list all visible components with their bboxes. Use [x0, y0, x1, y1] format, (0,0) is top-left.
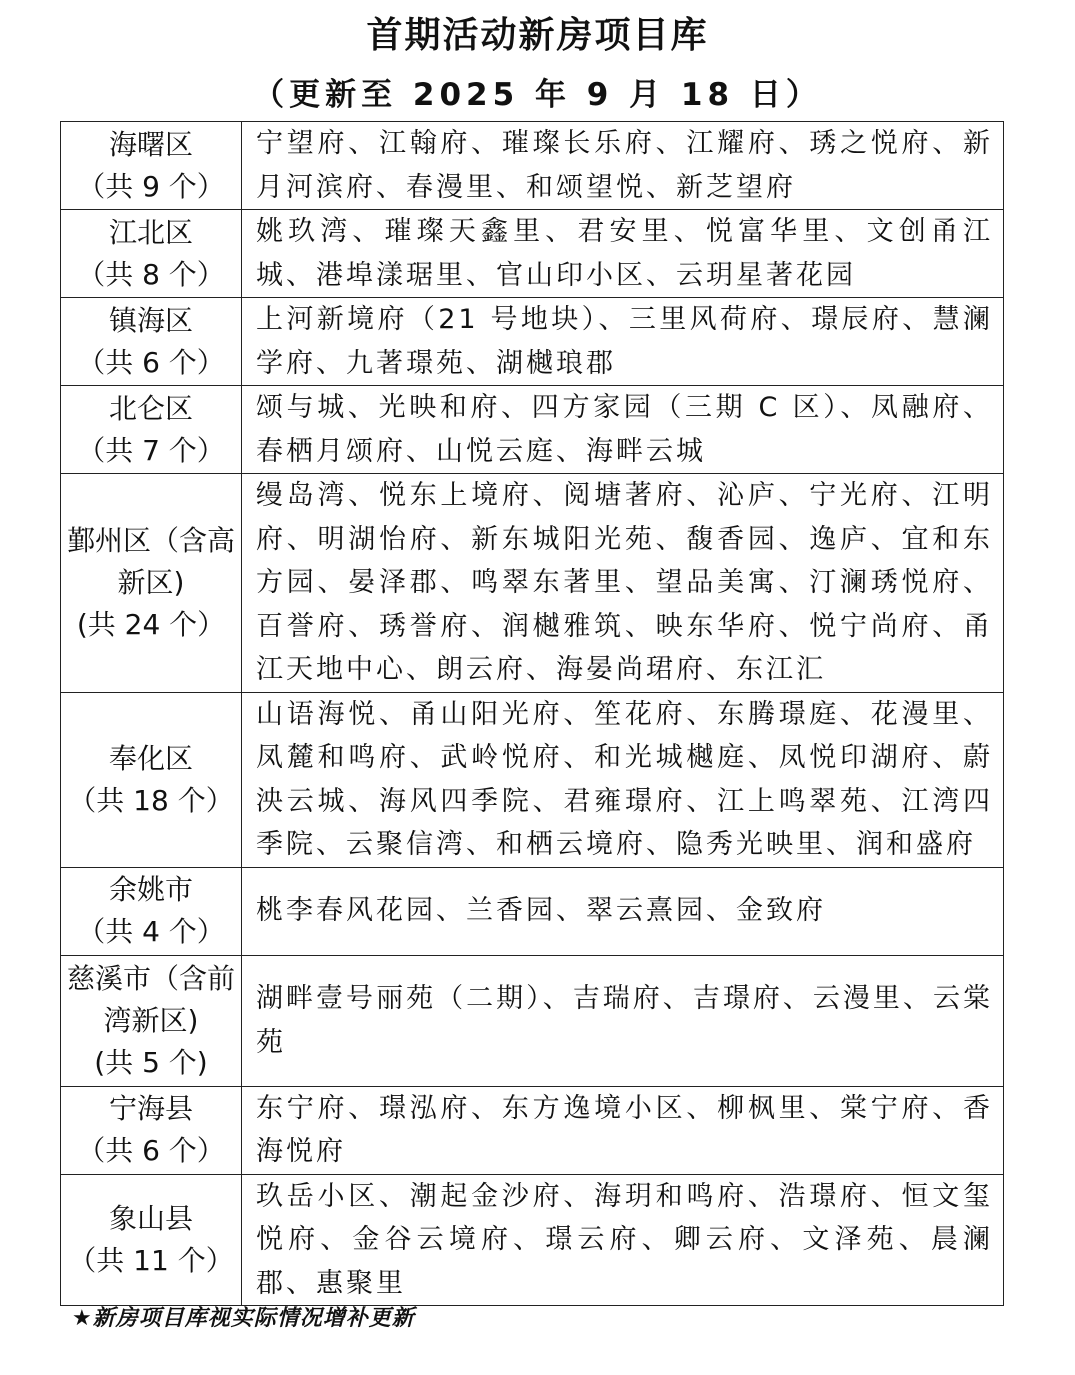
district-count: （共 6 个）	[77, 345, 225, 379]
project-list: 玖岳小区、潮起金沙府、海玥和鸣府、浩璟府、恒文玺悦府、金谷云境府、璟云府、卿云府、文泽苑、晨澜郡、惠聚里	[242, 1174, 1004, 1306]
table-row	[61, 867, 1004, 955]
district-cell	[61, 298, 242, 386]
district-name: 慈溪市（含前湾新区)	[66, 961, 235, 1037]
table-row	[61, 474, 1004, 693]
district-count: (共 5 个)	[94, 1045, 208, 1079]
table-row	[61, 955, 1004, 1086]
table-row	[61, 298, 1004, 386]
district-name: 象山县	[108, 1201, 193, 1235]
district-name: 北仑区	[108, 391, 193, 425]
district-name: 镇海区	[108, 303, 193, 337]
district-name: 江北区	[108, 215, 193, 249]
district-name: 海曙区	[108, 127, 193, 161]
project-list: 山语海悦、甬山阳光府、笙花府、东腾璟庭、花漫里、凤麓和鸣府、武岭悦府、和光城樾庭、凤悦印湖府、蔚泱云城、海风四季院、君雍璟府、江上鸣翠苑、江湾四季院、云聚信湾、和栖云境府、隐秀光映里、润和盛府	[242, 692, 1004, 867]
table-row	[61, 210, 1004, 298]
district-count: （共 7 个）	[77, 433, 225, 467]
district-count: （共 8 个）	[77, 257, 225, 291]
district-cell	[61, 122, 242, 210]
district-name: 奉化区	[108, 741, 193, 775]
project-list: 缦岛湾、悦东上境府、阅塘著府、沁庐、宁光府、江明府、明湖怡府、新东城阳光苑、馥香园、逸庐、宜和东方园、晏泽郡、鸣翠东著里、望品美寓、汀澜琇悦府、百誉府、琇誉府、润樾雅筑、映东华府、悦宁尚府、甬江天地中心、朗云府、海晏尚珺府、东江汇	[242, 474, 1004, 693]
project-list: 姚玖湾、璀璨天鑫里、君安里、悦富华里、文创甬江城、港埠漾琚里、官山印小区、云玥星著花园	[242, 210, 1004, 298]
page-subtitle: （更新至 2025 年 9 月 18 日）	[253, 77, 822, 113]
district-name: 余姚市	[108, 873, 193, 906]
district-count: （共 4 个）	[77, 915, 225, 948]
project-list: 桃李春风花园、兰香园、翠云熹园、金致府	[242, 867, 1004, 955]
district-cell	[61, 867, 242, 955]
project-list: 宁望府、江翰府、璀璨长乐府、江耀府、琇之悦府、新月河滨府、春漫里、和颂望悦、新芝望府	[242, 122, 1004, 210]
project-list: 上河新境府（21 号地块）、三里风荷府、璟辰府、慧澜学府、九著璟苑、湖樾琅郡	[242, 298, 1004, 386]
project-list: 颂与城、光映和府、四方家园（三期 C 区）、凤融府、春栖月颂府、山悦云庭、海畔云城	[242, 386, 1004, 474]
table-row	[61, 692, 1004, 867]
district-cell	[61, 474, 242, 693]
district-cell	[61, 955, 242, 1086]
district-count: （共 6 个）	[77, 1134, 225, 1167]
project-list: 湖畔壹号丽苑（二期）、吉瑞府、吉璟府、云漫里、云棠苑	[242, 955, 1004, 1086]
district-name: 鄞州区（含高新区)	[66, 523, 235, 599]
district-count: （共 18 个）	[68, 783, 234, 817]
table-row	[61, 1086, 1004, 1174]
table-row	[61, 386, 1004, 474]
district-count: （共 11 个）	[68, 1243, 234, 1277]
project-table	[60, 121, 1004, 1306]
table-row	[61, 1174, 1004, 1306]
district-cell	[61, 386, 242, 474]
page-title: 首期活动新房项目库	[366, 15, 709, 56]
district-cell	[61, 1174, 242, 1306]
district-cell	[61, 1086, 242, 1174]
project-list: 东宁府、璟泓府、东方逸境小区、柳枫里、棠宁府、香海悦府	[242, 1086, 1004, 1174]
district-cell	[61, 210, 242, 298]
table-row	[61, 122, 1004, 210]
district-cell	[61, 692, 242, 867]
footnote: ★新房项目库视实际情况增补更新	[72, 1306, 415, 1331]
district-count: (共 24 个）	[76, 607, 226, 641]
district-name: 宁海县	[108, 1092, 193, 1125]
district-count: （共 9 个）	[77, 169, 225, 203]
